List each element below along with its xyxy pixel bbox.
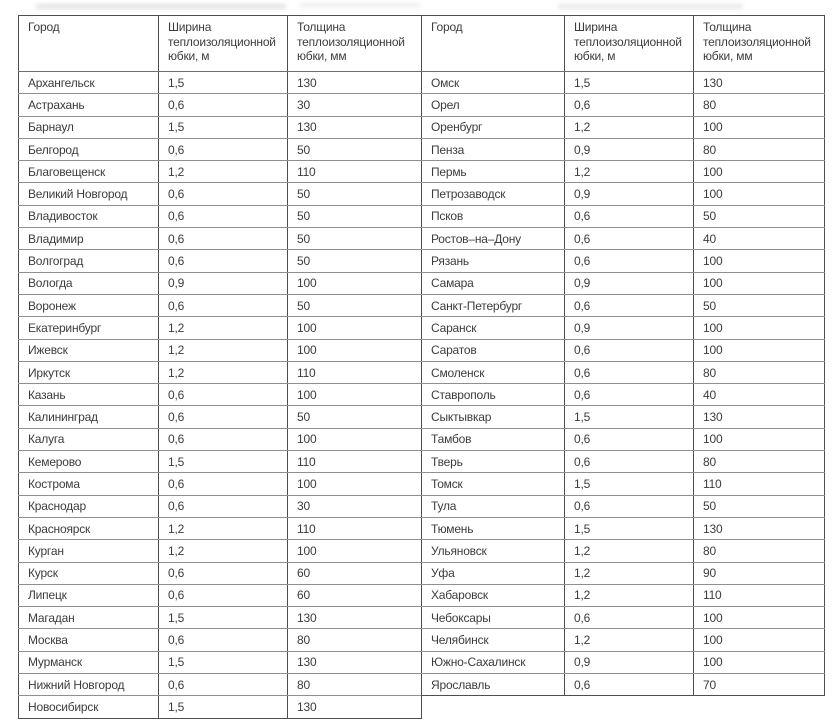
skirt-thickness-cell: 100 xyxy=(694,183,825,205)
table-row xyxy=(422,473,825,495)
skirt-thickness-cell: 60 xyxy=(288,584,422,606)
skirt-width-cell: 0,6 xyxy=(565,294,694,316)
skirt-thickness-cell: 50 xyxy=(694,294,825,316)
city-cell: Чебоксары xyxy=(422,607,565,629)
skirt-width-cell: 1,2 xyxy=(565,584,694,606)
table-row xyxy=(19,294,422,316)
skirt-thickness-cell: 100 xyxy=(288,428,422,450)
city-cell: Мурманск xyxy=(19,651,159,673)
table-row xyxy=(422,116,825,138)
table-row xyxy=(422,361,825,383)
skirt-width-cell: 1,2 xyxy=(565,540,694,562)
table-header xyxy=(19,16,422,72)
skirt-width-cell: 0,6 xyxy=(159,138,288,160)
column-header-skirt-thickness: Толщина теплоизоляционной юбки, мм xyxy=(288,16,422,72)
skirt-width-cell: 1,2 xyxy=(159,161,288,183)
skirt-width-cell: 1,5 xyxy=(159,651,288,673)
skirt-thickness-cell: 100 xyxy=(288,317,422,339)
skirt-thickness-cell: 110 xyxy=(288,517,422,539)
table-row xyxy=(422,72,825,94)
city-cell: Архангельск xyxy=(19,72,159,94)
skirt-thickness-cell: 100 xyxy=(694,272,825,294)
skirt-width-cell: 1,5 xyxy=(565,406,694,428)
skirt-width-cell: 1,2 xyxy=(159,517,288,539)
table-row xyxy=(422,540,825,562)
skirt-thickness-cell: 100 xyxy=(288,384,422,406)
skirt-thickness-cell: 50 xyxy=(288,406,422,428)
header-row xyxy=(422,16,825,72)
skirt-thickness-cell: 110 xyxy=(694,584,825,606)
skirt-width-cell: 1,5 xyxy=(565,473,694,495)
table-row xyxy=(19,339,422,361)
table-row xyxy=(19,228,422,250)
city-cell: Южно-Сахалинск xyxy=(422,651,565,673)
skirt-width-cell: 0,6 xyxy=(565,607,694,629)
city-cell: Барнаул xyxy=(19,116,159,138)
table-row xyxy=(19,495,422,517)
header-row xyxy=(19,16,422,72)
skirt-width-cell: 0,6 xyxy=(565,228,694,250)
city-cell: Астрахань xyxy=(19,94,159,116)
table-row xyxy=(19,696,422,718)
table-row xyxy=(19,674,422,696)
city-cell: Великий Новгород xyxy=(19,183,159,205)
skirt-width-cell: 1,5 xyxy=(159,696,288,718)
skirt-width-cell: 0,6 xyxy=(565,94,694,116)
city-cell: Белгород xyxy=(19,138,159,160)
table-row xyxy=(19,607,422,629)
skirt-thickness-cell: 50 xyxy=(694,495,825,517)
city-cell: Магадан xyxy=(19,607,159,629)
table-row xyxy=(422,607,825,629)
skirt-width-cell: 0,6 xyxy=(159,584,288,606)
city-cell: Смоленск xyxy=(422,361,565,383)
skirt-thickness-cell: 100 xyxy=(694,250,825,272)
city-cell: Тверь xyxy=(422,451,565,473)
skirt-width-cell: 0,9 xyxy=(565,317,694,339)
city-cell: Калининград xyxy=(19,406,159,428)
skirt-thickness-cell: 90 xyxy=(694,562,825,584)
skirt-width-cell: 1,5 xyxy=(565,517,694,539)
table-row xyxy=(19,384,422,406)
city-cell: Пенза xyxy=(422,138,565,160)
scan-artifact xyxy=(300,3,420,7)
skirt-dimensions-table-right xyxy=(421,15,825,696)
skirt-thickness-cell: 130 xyxy=(288,72,422,94)
skirt-thickness-cell: 30 xyxy=(288,495,422,517)
skirt-thickness-cell: 100 xyxy=(694,607,825,629)
city-cell: Красноярск xyxy=(19,517,159,539)
table-row xyxy=(19,584,422,606)
table-row xyxy=(422,294,825,316)
city-cell: Новосибирск xyxy=(19,696,159,718)
skirt-width-cell: 0,6 xyxy=(159,94,288,116)
table-row xyxy=(19,428,422,450)
city-cell: Челябинск xyxy=(422,629,565,651)
table-row xyxy=(422,183,825,205)
skirt-thickness-cell: 130 xyxy=(694,517,825,539)
skirt-thickness-cell: 80 xyxy=(694,540,825,562)
table-row xyxy=(19,161,422,183)
skirt-width-cell: 0,6 xyxy=(159,250,288,272)
skirt-thickness-cell: 100 xyxy=(694,161,825,183)
city-cell: Саранск xyxy=(422,317,565,339)
table-row xyxy=(19,517,422,539)
skirt-thickness-cell: 100 xyxy=(694,116,825,138)
city-cell: Пермь xyxy=(422,161,565,183)
city-cell: Нижний Новгород xyxy=(19,674,159,696)
skirt-thickness-cell: 130 xyxy=(694,406,825,428)
skirt-width-cell: 0,6 xyxy=(565,361,694,383)
skirt-width-cell: 1,2 xyxy=(159,317,288,339)
table-row xyxy=(19,473,422,495)
table-row xyxy=(422,517,825,539)
table-row xyxy=(19,138,422,160)
skirt-width-cell: 0,6 xyxy=(159,629,288,651)
table-row xyxy=(19,317,422,339)
skirt-thickness-cell: 100 xyxy=(694,651,825,673)
city-cell: Орел xyxy=(422,94,565,116)
skirt-width-cell: 1,2 xyxy=(565,629,694,651)
skirt-thickness-cell: 40 xyxy=(694,384,825,406)
city-cell: Кемерово xyxy=(19,451,159,473)
skirt-width-cell: 1,2 xyxy=(159,339,288,361)
skirt-width-cell: 0,6 xyxy=(565,250,694,272)
skirt-thickness-cell: 50 xyxy=(288,294,422,316)
skirt-width-cell: 0,6 xyxy=(159,228,288,250)
table-row xyxy=(422,339,825,361)
table-row xyxy=(19,451,422,473)
skirt-thickness-cell: 100 xyxy=(288,473,422,495)
skirt-thickness-cell: 110 xyxy=(694,473,825,495)
skirt-thickness-cell: 130 xyxy=(288,651,422,673)
skirt-width-cell: 1,5 xyxy=(159,451,288,473)
table-header xyxy=(422,16,825,72)
table-row xyxy=(422,562,825,584)
city-cell: Ульяновск xyxy=(422,540,565,562)
table-row xyxy=(19,250,422,272)
skirt-thickness-cell: 130 xyxy=(288,607,422,629)
city-cell: Курган xyxy=(19,540,159,562)
table-row xyxy=(422,651,825,673)
table-row xyxy=(422,584,825,606)
skirt-width-cell: 0,6 xyxy=(159,674,288,696)
skirt-dimensions-table-left xyxy=(18,15,422,719)
skirt-width-cell: 0,6 xyxy=(565,495,694,517)
table-row xyxy=(422,138,825,160)
skirt-thickness-cell: 100 xyxy=(288,339,422,361)
skirt-width-cell: 0,6 xyxy=(159,428,288,450)
table-row xyxy=(422,384,825,406)
table-row xyxy=(422,629,825,651)
table-row xyxy=(19,361,422,383)
skirt-width-cell: 0,9 xyxy=(565,651,694,673)
skirt-thickness-cell: 50 xyxy=(288,138,422,160)
skirt-width-cell: 0,6 xyxy=(159,205,288,227)
city-cell: Хабаровск xyxy=(422,584,565,606)
city-cell: Владимир xyxy=(19,228,159,250)
skirt-thickness-cell: 80 xyxy=(288,629,422,651)
city-cell: Ижевск xyxy=(19,339,159,361)
skirt-thickness-cell: 110 xyxy=(288,451,422,473)
city-cell: Благовещенск xyxy=(19,161,159,183)
table-row xyxy=(19,406,422,428)
city-cell: Ростов–на–Дону xyxy=(422,228,565,250)
column-header-city: Город xyxy=(19,16,159,72)
skirt-thickness-cell: 100 xyxy=(694,339,825,361)
skirt-width-cell: 0,6 xyxy=(565,384,694,406)
table-row xyxy=(422,406,825,428)
city-cell: Владивосток xyxy=(19,205,159,227)
city-cell: Калуга xyxy=(19,428,159,450)
city-cell: Оренбург xyxy=(422,116,565,138)
table-row xyxy=(422,161,825,183)
city-cell: Казань xyxy=(19,384,159,406)
skirt-thickness-cell: 100 xyxy=(288,540,422,562)
city-cell: Тамбов xyxy=(422,428,565,450)
table-body xyxy=(422,72,825,696)
skirt-width-cell: 1,5 xyxy=(565,72,694,94)
city-cell: Курск xyxy=(19,562,159,584)
city-cell: Вологда xyxy=(19,272,159,294)
city-cell: Волгоград xyxy=(19,250,159,272)
table-row xyxy=(19,562,422,584)
city-cell: Тула xyxy=(422,495,565,517)
skirt-width-cell: 1,5 xyxy=(159,116,288,138)
scan-artifact xyxy=(36,4,286,9)
skirt-thickness-cell: 110 xyxy=(288,161,422,183)
skirt-width-cell: 0,9 xyxy=(565,138,694,160)
column-header-city: Город xyxy=(422,16,565,72)
city-cell: Уфа xyxy=(422,562,565,584)
skirt-thickness-cell: 50 xyxy=(288,228,422,250)
skirt-thickness-cell: 100 xyxy=(694,317,825,339)
skirt-width-cell: 0,6 xyxy=(565,451,694,473)
skirt-width-cell: 1,5 xyxy=(159,72,288,94)
city-cell: Томск xyxy=(422,473,565,495)
skirt-width-cell: 0,9 xyxy=(159,272,288,294)
skirt-width-cell: 0,6 xyxy=(159,406,288,428)
table-row xyxy=(19,651,422,673)
table-row xyxy=(422,428,825,450)
column-header-skirt-thickness: Толщина теплоизоляционной юбки, мм xyxy=(694,16,825,72)
skirt-thickness-cell: 130 xyxy=(694,72,825,94)
skirt-thickness-cell: 80 xyxy=(694,94,825,116)
table-row xyxy=(422,451,825,473)
city-cell: Ярославль xyxy=(422,674,565,696)
city-cell: Тюмень xyxy=(422,517,565,539)
skirt-thickness-cell: 80 xyxy=(288,674,422,696)
city-cell: Екатеринбург xyxy=(19,317,159,339)
skirt-width-cell: 0,6 xyxy=(159,294,288,316)
column-header-skirt-width: Ширина теплоизоляционной юбки, м xyxy=(565,16,694,72)
table-row xyxy=(19,272,422,294)
table-row xyxy=(422,250,825,272)
skirt-thickness-cell: 130 xyxy=(288,116,422,138)
skirt-width-cell: 1,5 xyxy=(159,607,288,629)
skirt-thickness-cell: 30 xyxy=(288,94,422,116)
table-row xyxy=(422,228,825,250)
table-row xyxy=(422,674,825,696)
city-cell: Самара xyxy=(422,272,565,294)
table-row xyxy=(422,205,825,227)
city-cell: Омск xyxy=(422,72,565,94)
city-cell: Сыктывкар xyxy=(422,406,565,428)
table-row xyxy=(422,94,825,116)
skirt-width-cell: 1,2 xyxy=(565,562,694,584)
skirt-thickness-cell: 50 xyxy=(288,250,422,272)
skirt-thickness-cell: 100 xyxy=(694,629,825,651)
skirt-width-cell: 0,6 xyxy=(159,562,288,584)
skirt-width-cell: 1,2 xyxy=(565,116,694,138)
table-row xyxy=(19,205,422,227)
city-cell: Псков xyxy=(422,205,565,227)
city-cell: Липецк xyxy=(19,584,159,606)
skirt-thickness-cell: 70 xyxy=(694,674,825,696)
city-cell: Санкт-Петербург xyxy=(422,294,565,316)
skirt-width-cell: 0,6 xyxy=(159,473,288,495)
table-row xyxy=(422,495,825,517)
skirt-width-cell: 0,9 xyxy=(565,272,694,294)
city-cell: Рязань xyxy=(422,250,565,272)
skirt-thickness-cell: 50 xyxy=(288,205,422,227)
skirt-width-cell: 0,6 xyxy=(565,339,694,361)
skirt-thickness-cell: 130 xyxy=(288,696,422,718)
scan-artifact xyxy=(558,4,743,9)
skirt-width-cell: 0,6 xyxy=(565,428,694,450)
tables-container xyxy=(18,15,825,719)
table-row xyxy=(422,272,825,294)
table-row xyxy=(19,540,422,562)
city-cell: Саратов xyxy=(422,339,565,361)
skirt-width-cell: 0,9 xyxy=(565,183,694,205)
skirt-width-cell: 0,6 xyxy=(159,183,288,205)
skirt-width-cell: 1,2 xyxy=(159,540,288,562)
city-cell: Москва xyxy=(19,629,159,651)
skirt-width-cell: 0,6 xyxy=(159,495,288,517)
skirt-thickness-cell: 60 xyxy=(288,562,422,584)
skirt-thickness-cell: 100 xyxy=(288,272,422,294)
skirt-thickness-cell: 80 xyxy=(694,361,825,383)
skirt-width-cell: 0,6 xyxy=(565,205,694,227)
skirt-thickness-cell: 50 xyxy=(288,183,422,205)
column-header-skirt-width: Ширина теплоизоляционной юбки, м xyxy=(159,16,288,72)
city-cell: Кострома xyxy=(19,473,159,495)
table-body xyxy=(19,72,422,719)
skirt-width-cell: 1,2 xyxy=(159,361,288,383)
city-cell: Иркутск xyxy=(19,361,159,383)
city-cell: Ставрополь xyxy=(422,384,565,406)
skirt-width-cell: 1,2 xyxy=(565,161,694,183)
table-row xyxy=(19,183,422,205)
skirt-thickness-cell: 100 xyxy=(694,428,825,450)
city-cell: Петрозаводск xyxy=(422,183,565,205)
skirt-thickness-cell: 80 xyxy=(694,451,825,473)
skirt-thickness-cell: 110 xyxy=(288,361,422,383)
skirt-thickness-cell: 80 xyxy=(694,138,825,160)
city-cell: Воронеж xyxy=(19,294,159,316)
table-row xyxy=(19,629,422,651)
table-row xyxy=(19,94,422,116)
table-row xyxy=(19,116,422,138)
table-row xyxy=(422,317,825,339)
skirt-thickness-cell: 50 xyxy=(694,205,825,227)
skirt-width-cell: 0,6 xyxy=(159,384,288,406)
city-cell: Краснодар xyxy=(19,495,159,517)
skirt-thickness-cell: 40 xyxy=(694,228,825,250)
skirt-width-cell: 0,6 xyxy=(565,674,694,696)
table-row xyxy=(19,72,422,94)
